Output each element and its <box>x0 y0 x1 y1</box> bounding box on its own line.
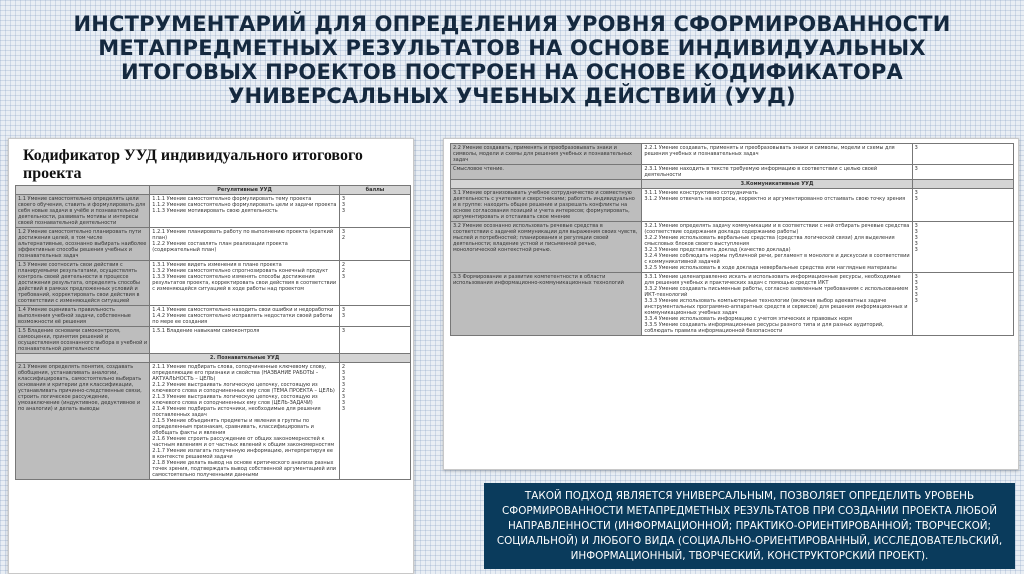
column-header: баллы <box>339 186 410 195</box>
codifier-heading: Кодификатор УУД индивидуального итогового проекта <box>23 147 363 182</box>
table-row <box>16 228 411 261</box>
indicator-cell: 2.3.1 Умение находить в тексте требуемую информацию в соответствии с целью своей деятельности <box>642 165 912 180</box>
indicator-cell: 3.Коммуникативные УУД <box>642 180 912 189</box>
table-row <box>451 273 1014 336</box>
indicator-cell: 1.1.1 Умение самостоятельно формулировать тему проекта 1.1.2 Умение самостоятельно формулировать цели и задачи проекта 1.1.3 Умение мотивировать свою деятельность <box>150 195 340 228</box>
skill-cell: 3.3 Формирование и развитие компетентности в области использования информационно-коммуникационных технологий <box>451 273 642 336</box>
indicator-cell: 1.5.1 Владение навыками самоконтроля <box>150 327 340 354</box>
table-row <box>16 327 411 354</box>
summary-box <box>484 483 1015 569</box>
indicator-cell: 3.2.1 Умение определять задачу коммуникации и в соответствии с ней отбирать речевые средства (соответствие содержания доклада содержанию работы) 3.2.2 Умение использовать вербальные средства (средства логической связи) для выделения смысловых блоков своего выступления 3.2.3 Умение представлять доклад (качество доклада) 3.2.4 Умение соблюдать нормы публичной речи, регламент в монологе и дискуссии в соответствии с коммуникативной задачей 3.2.5 Умение использовать в ходе доклада невербальные средства или наглядные материалы <box>642 222 912 273</box>
score-cell: 3 3 <box>339 306 410 327</box>
score-cell: 3 3 3 <box>339 195 410 228</box>
score-cell: 3 <box>912 144 1013 165</box>
skill-cell: 1.4 Умение оценивать правильность выполнения учебной задачи, собственные возможности её решения <box>16 306 150 327</box>
table-row <box>16 306 411 327</box>
skill-cell: 2.2 Умение создавать, применять и преобразовывать знаки и символы, модели и схемы для решения учебных и познавательных задач <box>451 144 642 165</box>
skill-cell: 3.2 Умение осознанно использовать речевые средства в соответствии с задачей коммуникации для выражения своих чувств, мыслей и потребностей; планирования и регуляции своей деятельности; владение устной и письменной речью, монологической контекстной речью. <box>451 222 642 273</box>
indicator-cell: 3.3.1 Умение целенаправленно искать и использовать информационные ресурсы, необходимые для решения учебных и практических задач с помощью средств ИКТ 3.3.2 Умение создавать письменные работы, согласно заявленным требованиям с использованием ИКТ-технологий 3.3.3 Умение использовать компьютерные технологии (включая выбор адекватных задаче инструментальных программно-аппаратных средств и сервисов) для решения информационных и коммуникационных учебных задач 3.3.4 Умение использовать информацию с учетом этических и правовых норм 3.3.5 Умение создавать информационные ресурсы разного типа и для разных аудиторий, соблюдать правила информационной безопасности <box>642 273 912 336</box>
summary-text: ТАКОЙ ПОДХОД ЯВЛЯЕТСЯ УНИВЕРСАЛЬНЫМ, ПОЗВОЛЯЕТ ОПРЕДЕЛИТЬ УРОВЕНЬ СФОРМИРОВАННОСТИ МЕТАПРЕДМЕТНЫХ РЕЗУЛЬТАТОВ ПРИ СОЗДАНИИ ПРОЕКТА ЛЮБОЙ НАПРАВЛЕННОСТИ (ИНФОРМАЦИОННОЙ; ПРАКТИКО-ОРИЕНТИРОВАННОЙ; ТВОРЧЕСКОЙ; СОЦИАЛЬНОЙ) И ЛЮБОГО ВИДА (СОЦИАЛЬНО-ОРИЕНТИРОВАННЫЙ, ИССЛЕДОВАТЕЛЬСКИЙ, ИНФОРМАЦИОННЫЙ, ТВОРЧЕСКИЙ, КОНСТРУКТОРСКИЙ ПРОЕКТ). <box>496 489 1003 562</box>
score-cell: 3 <box>912 165 1013 180</box>
skill-cell <box>451 180 642 189</box>
table-row <box>451 165 1014 180</box>
score-cell <box>912 180 1013 189</box>
skill-cell: 1.5 Владение основами самоконтроля, самооценки, принятия решений и осуществления осознанного выбора в учебной и познавательной деятельности <box>16 327 150 354</box>
table-row <box>451 180 1014 189</box>
table-row <box>16 363 411 480</box>
table-row <box>451 144 1014 165</box>
column-header: Регулятивные УУД <box>150 186 340 195</box>
skill-cell: 1.3 Умение соотносить свои действия с планируемыми результатами, осуществлять контроль своей деятельности в процессе достижения результата, определять способы действий в рамках предложенных условий и требований, корректировать свои действия в соответствии с изменяющейся ситуацией <box>16 261 150 306</box>
indicator-cell: 2.2.1 Умение создавать, применять и преобразовывать знаки и символы, модели и схемы для решения учебных и познавательных задач <box>642 144 912 165</box>
score-cell: 3 3 3 3 3 <box>912 273 1013 336</box>
indicator-cell: 1.4.1 Умение самостоятельно находить свои ошибки и недоработки 1.4.2 Умение самостоятельно исправлять недостатки своей работы по мере ее создания <box>150 306 340 327</box>
score-cell: 3 2 <box>339 228 410 261</box>
codifier-table-right <box>450 143 1014 336</box>
slide-title: ИНСТРУМЕНТАРИЙ ДЛЯ ОПРЕДЕЛЕНИЯ УРОВНЯ СФОРМИРОВАННОСТИ МЕТАПРЕДМЕТНЫХ РЕЗУЛЬТАТОВ НА ОСНОВЕ ИНДИВИДУАЛЬНЫХ ИТОГОВЫХ ПРОЕКТОВ ПОСТРОЕН НА ОСНОВЕ КОДИФИКАТОРА УНИВЕРСАЛЬНЫХ УЧЕБНЫХ ДЕЙСТВИЙ (УУД) <box>73 12 951 108</box>
table-row <box>451 189 1014 222</box>
table-row <box>451 222 1014 273</box>
table-header-row <box>16 186 411 195</box>
indicator-cell: 1.2.1 Умение планировать работу по выполнению проекта (краткий план) 1.2.2 Умение составлять план реализации проекта (содержательный план) <box>150 228 340 261</box>
table-row <box>16 195 411 228</box>
table-row <box>16 261 411 306</box>
column-header <box>16 186 150 195</box>
indicator-cell: 3.1.1 Умение конструктивно сотрудничать 3.1.2 Умение отвечать на вопросы, корректно и аргументированно отстаивать свою точку зрения <box>642 189 912 222</box>
score-cell: 3 <box>339 327 410 354</box>
score-cell: 2 2 3 <box>339 261 410 306</box>
indicator-cell: 2. Познавательные УУД <box>150 354 340 363</box>
codifier-page-right <box>443 138 1019 470</box>
skill-cell: 1.1 Умение самостоятельно определять цели своего обучения, ставить и формулировать для себя новые задачи в учёбе и познавательной деятельности, развивать мотивы и интересы своей познавательной деятельности <box>16 195 150 228</box>
skill-cell: 1.2 Умение самостоятельно планировать пути достижения целей, в том числе альтернативные, осознанно выбирать наиболее эффективные способы решения учебных и познавательных задач <box>16 228 150 261</box>
codifier-page-left <box>8 138 414 574</box>
score-cell: 3 3 3 3 3 <box>912 222 1013 273</box>
score-cell: 2 3 3 3 2 3 3 3 <box>339 363 410 480</box>
skill-cell: 2.1 Умение определять понятия, создавать обобщения, устанавливать аналогии, классифицировать, самостоятельно выбирать основания и критерии для классификации, устанавливать причинно-следственные связи, строить логическое рассуждение, умозаключение (индуктивное, дедуктивное и по аналогии) и делать выводы <box>16 363 150 480</box>
score-cell: 3 3 <box>912 189 1013 222</box>
score-cell <box>339 354 410 363</box>
indicator-cell: 2.1.1 Умение подбирать слова, соподчиненные ключевому слову, определяющие его признаки и свойства (НАЗВАНИЕ РАБОТЫ – АКТУАЛЬНОСТЬ – ЦЕЛЬ) 2.1.2 Умение выстраивать логическую цепочку, состоящую из ключевого слова и соподчиненных ему слов (ТЕМА ПРОЕКТА – ЦЕЛЬ) 2.1.3 Умение выстраивать логическую цепочку, состоящую из ключевого слова и соподчиненных ему слов (ЦЕЛЬ-ЗАДАЧИ) 2.1.4 Умение подбирать источники, необходимые для решения поставленных задач 2.1.5 Умение объединять предметы и явления в группы по определенным признакам, сравнивать, классифицировать и обобщать факты и явления 2.1.6 Умение строить рассуждение от общих закономерностей к частным явлениям и от частных явлений к общим закономерностям 2.1.7 Умение излагать полученную информацию, интерпретируя ее в контексте решаемой задачи 2.1.8 Умение делать вывод на основе критического анализа разных точек зрения, подтверждать вывод собственной аргументацией или самостоятельно полученными данными <box>150 363 340 480</box>
codifier-table-left <box>15 185 411 480</box>
table-row <box>16 354 411 363</box>
skill-cell: Смысловое чтение. <box>451 165 642 180</box>
skill-cell <box>16 354 150 363</box>
indicator-cell: 1.3.1 Умение видеть изменения в плане проекта 1.3.2 Умение самостоятельно спрогнозировать конечный продукт 1.3.3 Умение самостоятельно изменять способы достижения результатов проекта, корректировать свои действия в соответствии с изменяющейся ситуацией в ходе работы над проектом <box>150 261 340 306</box>
skill-cell: 3.1 Умение организовывать учебное сотрудничество и совместную деятельность с учителем и сверстниками; работать индивидуально и в группе: находить общее решение и разрешать конфликты на основе согласования позиций и учета интересов; формулировать, аргументировать и отстаивать свое мнение <box>451 189 642 222</box>
